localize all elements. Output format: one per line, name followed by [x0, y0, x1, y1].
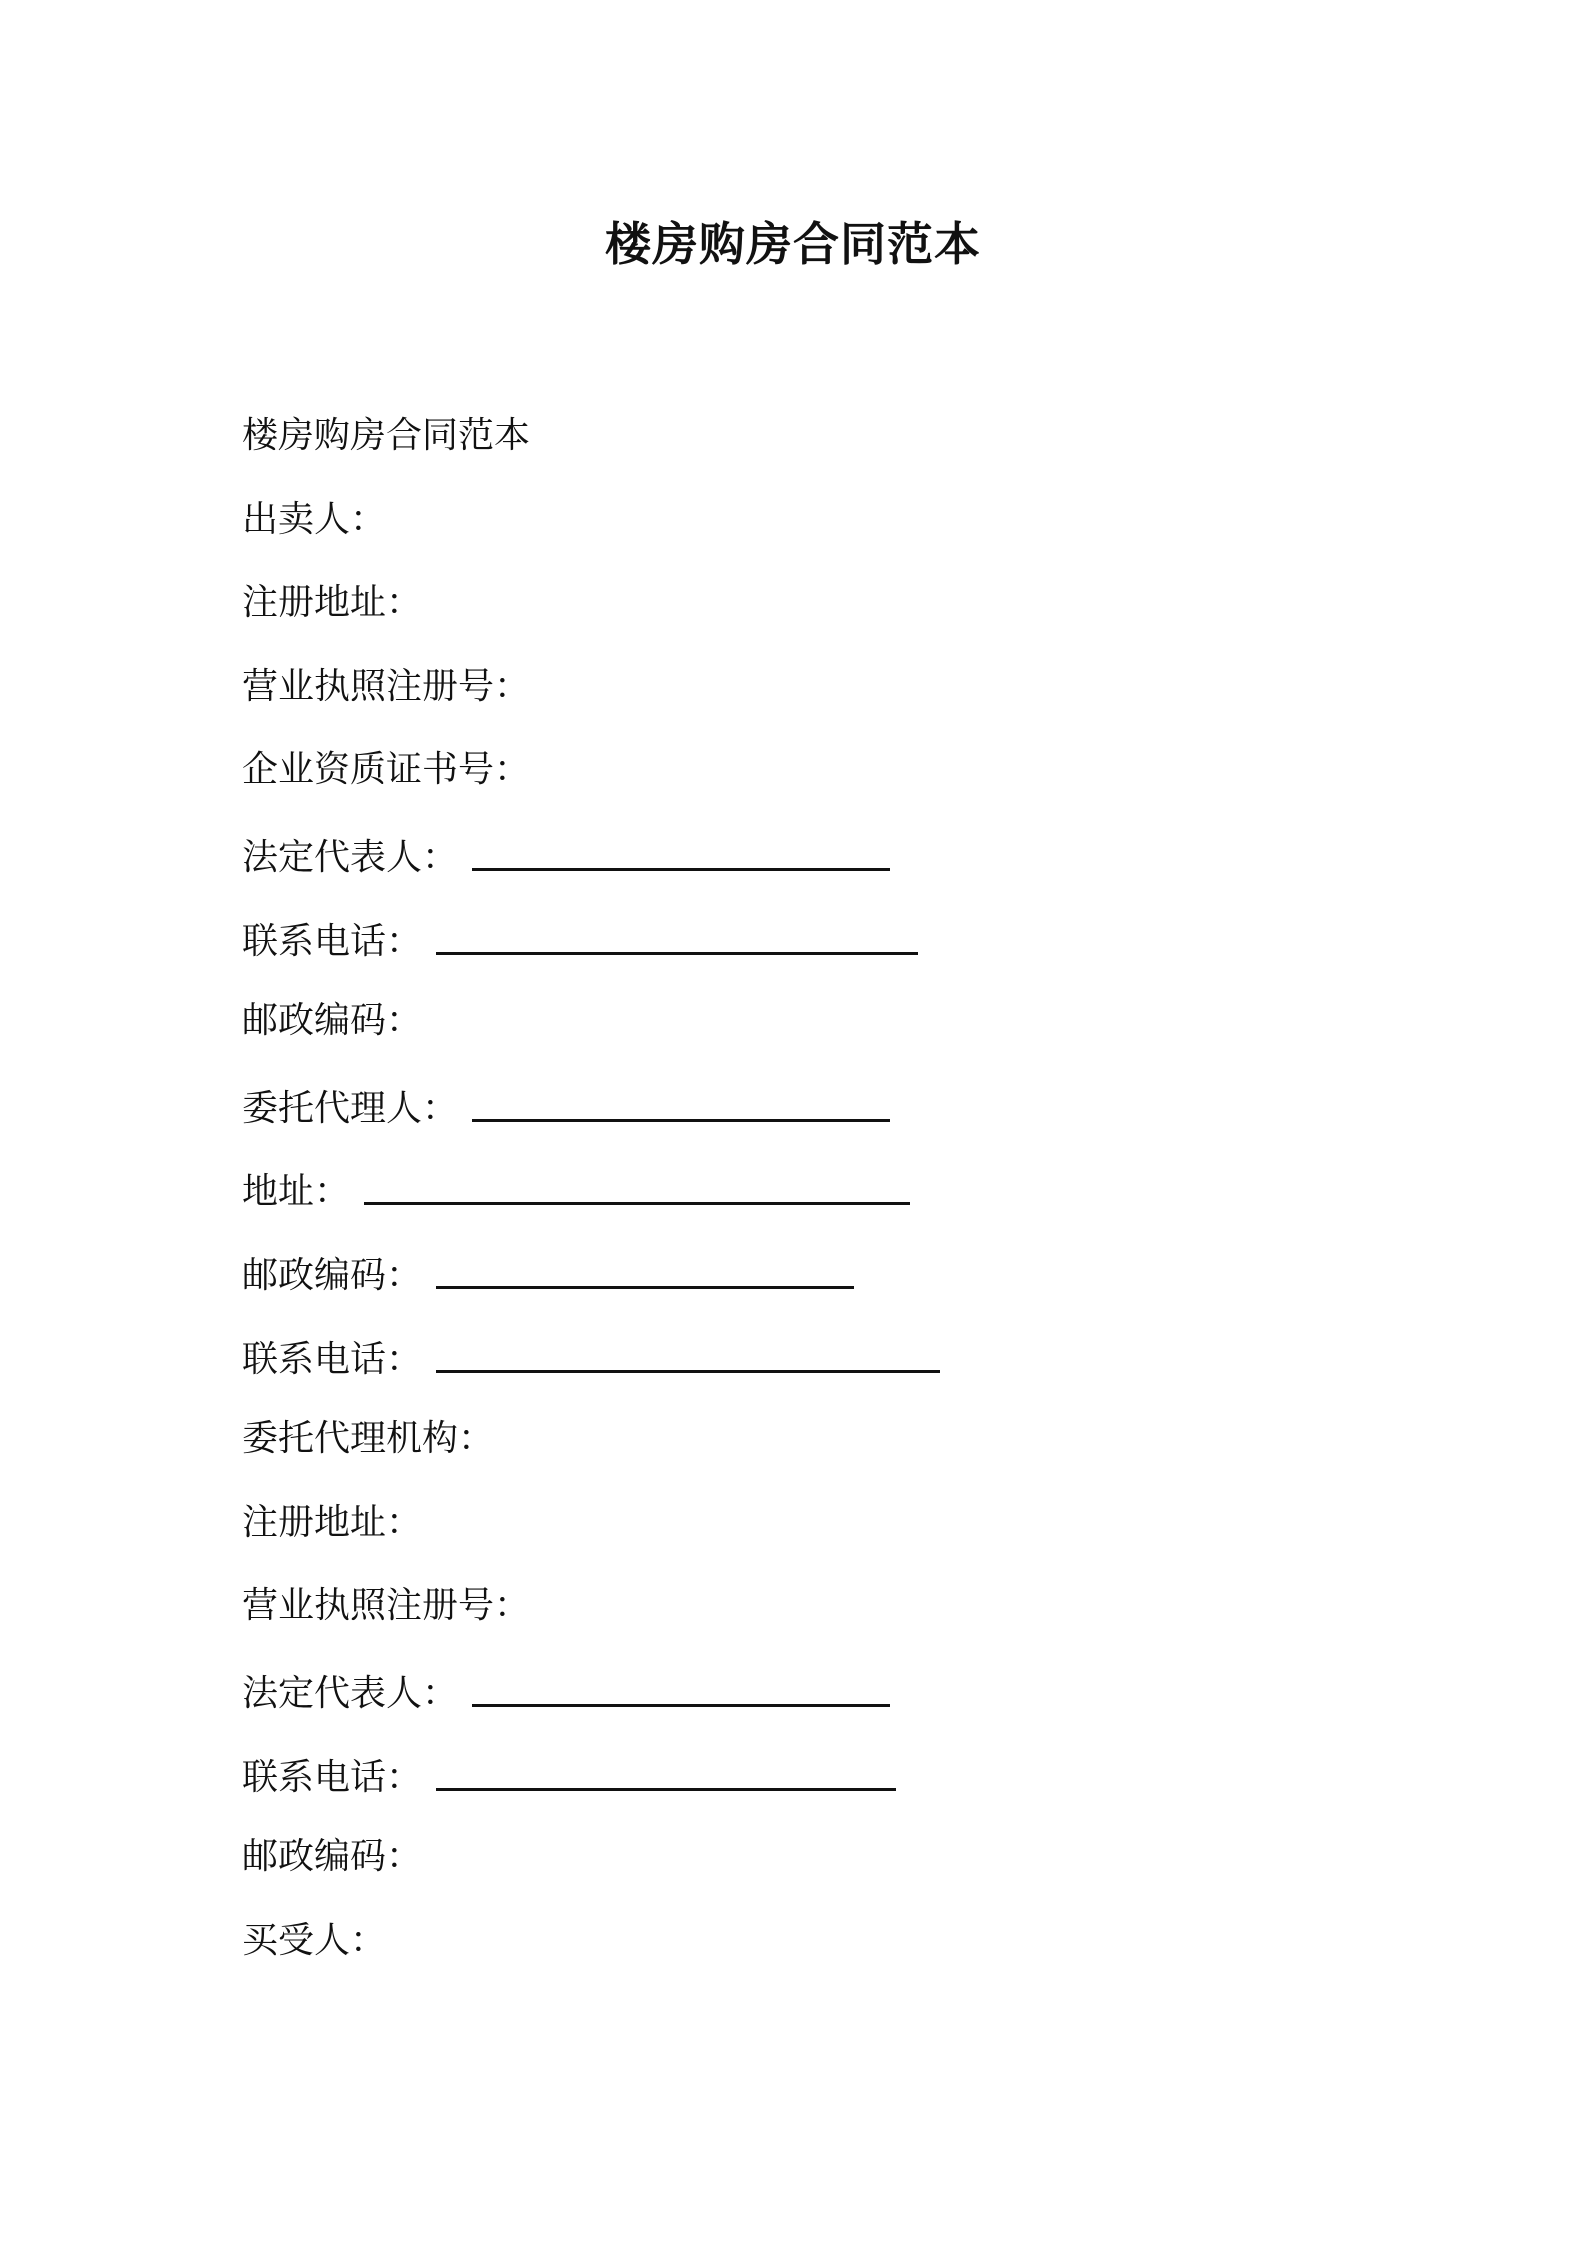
line-label: 地址：	[242, 1171, 351, 1213]
fill-in-blank	[436, 1330, 940, 1373]
fill-in-blank	[472, 1079, 890, 1122]
agency-address-line	[242, 1495, 1442, 1579]
line-label: 委托代理机构：	[242, 1418, 495, 1460]
line-label: 邮政编码：	[242, 1000, 423, 1042]
line-label: 注册地址：	[242, 1501, 423, 1543]
seller-line	[242, 492, 1442, 576]
seller-legal-rep-line	[242, 826, 1442, 910]
line-label: 营业执照注册号：	[242, 1585, 531, 1627]
agency-legal-rep-line	[242, 1662, 1442, 1746]
agent-line	[242, 1077, 1442, 1161]
line-label: 出卖人：	[242, 498, 387, 540]
seller-address-line	[242, 575, 1442, 659]
fill-in-blank	[472, 828, 890, 871]
line-label: 联系电话：	[242, 1338, 423, 1380]
fill-in-blank	[364, 1162, 910, 1205]
page-title: 楼房购房合同范本	[605, 217, 981, 271]
line-label: 企业资质证书号：	[242, 749, 531, 791]
buyer-line	[242, 1913, 1442, 1997]
fill-in-blank	[436, 1246, 854, 1289]
line-label: 买受人：	[242, 1919, 387, 1961]
seller-qualification-line	[242, 742, 1442, 826]
seller-phone-line	[242, 910, 1442, 994]
agency-line	[242, 1411, 1442, 1495]
agent-postcode-line	[242, 1244, 1442, 1328]
line-label: 法定代表人：	[242, 836, 459, 878]
line-label: 联系电话：	[242, 1756, 423, 1798]
agency-postcode-line	[242, 1829, 1442, 1913]
fill-in-blank	[436, 912, 918, 955]
seller-license-line	[242, 659, 1442, 743]
line-label: 法定代表人：	[242, 1672, 459, 1714]
line-label: 委托代理人：	[242, 1087, 459, 1129]
subtitle-line	[242, 408, 1442, 492]
agent-address-line	[242, 1160, 1442, 1244]
line-label: 邮政编码：	[242, 1254, 423, 1296]
agent-phone-line	[242, 1328, 1442, 1412]
line-label: 邮政编码：	[242, 1836, 423, 1878]
fill-in-blank	[472, 1664, 890, 1707]
document-body	[242, 408, 1442, 1996]
line-label: 注册地址：	[242, 582, 423, 624]
fill-in-blank	[436, 1748, 896, 1791]
line-label: 楼房购房合同范本	[242, 415, 531, 456]
agency-phone-line	[242, 1746, 1442, 1830]
seller-postcode-line	[242, 993, 1442, 1077]
agency-license-line	[242, 1578, 1442, 1662]
line-label: 营业执照注册号：	[242, 665, 531, 707]
line-label: 联系电话：	[242, 920, 423, 962]
